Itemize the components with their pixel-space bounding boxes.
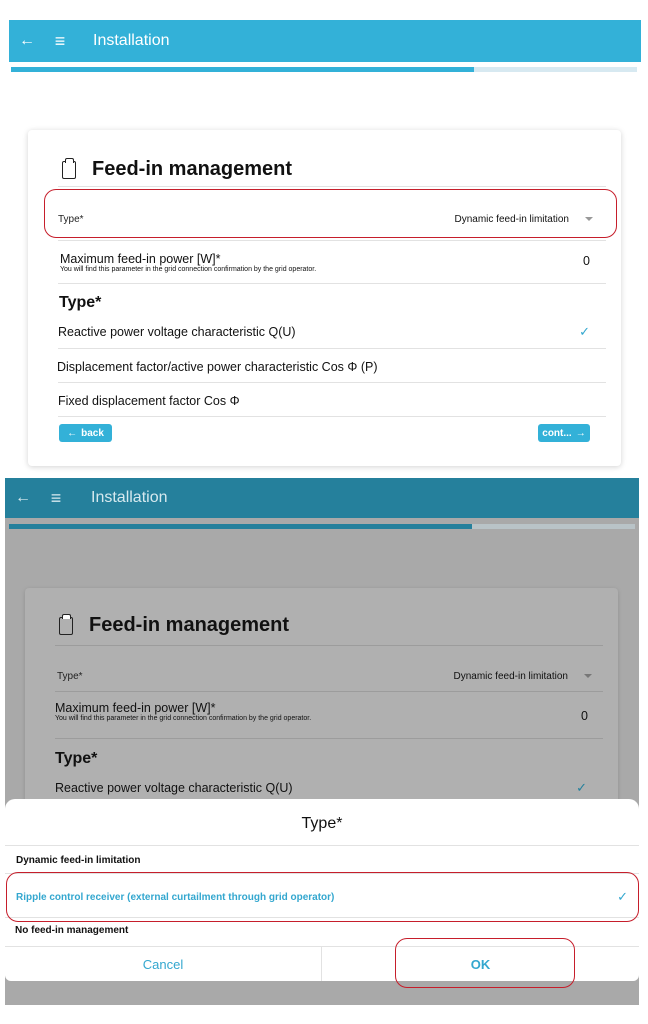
max-feed-in-label: Maximum feed-in power [W]* <box>60 252 221 266</box>
type-option-cosphi-p[interactable] <box>57 357 589 377</box>
progress-bar-fill <box>9 524 472 529</box>
check-icon: ✓ <box>579 324 590 339</box>
type-select-label: Type* <box>58 213 84 225</box>
max-feed-in-hint: You will find this parameter in the grid connection confirmation by the grid operator. <box>55 715 312 722</box>
divider <box>5 845 639 846</box>
divider <box>58 382 606 383</box>
app-bar <box>9 20 641 62</box>
type-option-qu[interactable] <box>58 322 590 342</box>
sheet-option-none[interactable]: No feed-in management <box>15 925 129 936</box>
app-bar-title: Installation <box>91 489 168 506</box>
sheet-title: Type* <box>301 815 343 832</box>
sheet-option-dynamic[interactable]: Dynamic feed-in limitation <box>16 855 141 866</box>
hamburger-icon: ≡ <box>50 487 62 508</box>
type-select-label: Type* <box>57 670 83 682</box>
divider <box>55 645 603 646</box>
type-option-qu <box>55 778 587 798</box>
max-feed-in-field <box>55 701 600 731</box>
continue-button[interactable] <box>538 424 590 442</box>
divider <box>58 416 606 417</box>
card-title-text: Feed-in management <box>92 158 293 180</box>
max-feed-in-hint: You will find this parameter in the grid connection confirmation by the grid operator. <box>60 266 317 273</box>
option-label: Displacement factor/active power characteristic Cos Φ (P) <box>57 360 378 374</box>
hamburger-icon[interactable]: ≡ <box>54 30 66 51</box>
max-feed-in-value: 0 <box>581 709 588 723</box>
type-heading: Type* <box>55 750 98 767</box>
type-select <box>57 666 592 686</box>
arrow-left-icon: ← <box>67 427 78 439</box>
app-bar-title: Installation <box>93 32 170 49</box>
progress-bar-fill <box>11 67 474 72</box>
back-button-label: back <box>81 427 104 439</box>
clipboard-icon <box>62 161 76 179</box>
type-select-value: Dynamic feed-in limitation <box>454 213 569 225</box>
divider <box>58 348 606 349</box>
option-label: Ripple control receiver (external curtailment through grid operator) <box>16 891 335 903</box>
divider <box>55 691 603 692</box>
card-title-text: Feed-in management <box>89 614 290 636</box>
clipboard-icon <box>59 617 73 635</box>
dialog-screen <box>5 478 639 1005</box>
type-select-value: Dynamic feed-in limitation <box>453 670 568 682</box>
divider <box>58 186 606 187</box>
highlight-ripple-option <box>6 872 639 922</box>
card-title <box>59 614 289 637</box>
highlight-type-select <box>44 189 617 238</box>
arrow-right-icon: → <box>575 427 586 439</box>
check-icon: ✓ <box>576 780 587 795</box>
option-label: Reactive power voltage characteristic Q(U) <box>58 325 296 339</box>
chevron-down-icon <box>584 674 592 678</box>
divider <box>55 738 603 739</box>
progress-bar <box>9 524 635 529</box>
type-heading: Type* <box>59 294 102 311</box>
highlight-ok-button <box>395 938 575 988</box>
option-label: Reactive power voltage characteristic Q(U) <box>55 781 293 795</box>
cancel-button[interactable]: Cancel <box>142 957 184 972</box>
progress-bar <box>11 67 637 72</box>
feed-in-card <box>28 130 621 466</box>
back-button[interactable] <box>59 424 112 442</box>
option-label: Fixed displacement factor Cos Φ <box>58 394 240 408</box>
arrow-left-icon[interactable]: ← <box>19 32 35 49</box>
max-feed-in-label: Maximum feed-in power [W]* <box>55 701 216 715</box>
check-icon: ✓ <box>617 889 628 904</box>
type-option-fixed-cosphi[interactable] <box>58 391 590 411</box>
divider <box>58 283 606 284</box>
arrow-left-icon: ← <box>15 489 31 506</box>
max-feed-in-value: 0 <box>583 254 590 268</box>
continue-button-label: cont... <box>542 427 572 439</box>
divider <box>58 240 606 241</box>
card-title <box>62 158 292 181</box>
max-feed-in-field[interactable] <box>60 252 605 282</box>
app-bar <box>5 478 639 518</box>
ok-button[interactable]: OK <box>470 957 491 972</box>
